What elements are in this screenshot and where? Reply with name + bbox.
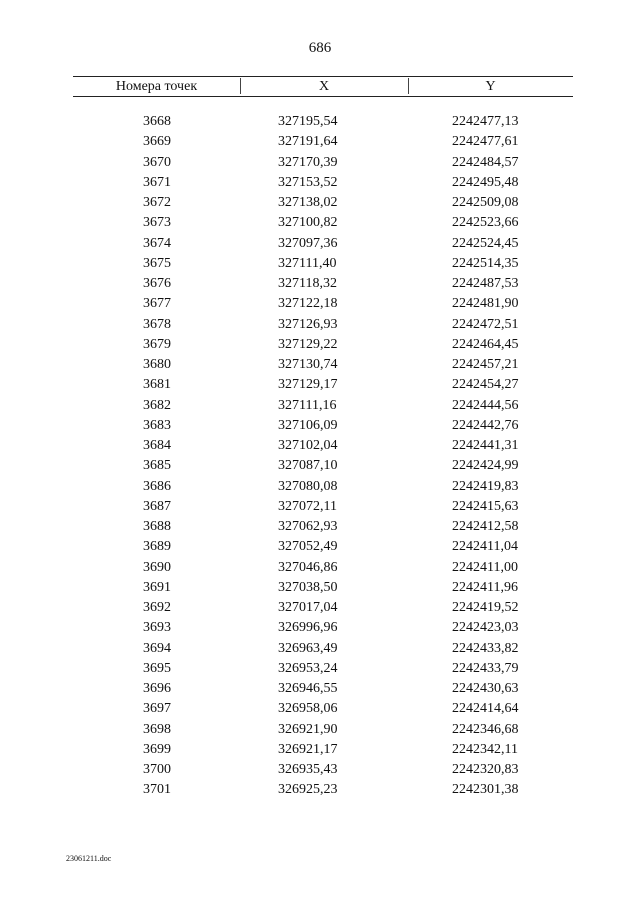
x-coordinate-cell: 327122,18 [278, 296, 338, 312]
x-coordinate-cell: 327191,64 [278, 134, 338, 150]
point-number-cell: 3700 [143, 762, 171, 777]
point-number-cell: 3693 [143, 620, 171, 636]
y-coordinate-cell: 2242495,48 [452, 174, 519, 190]
x-coordinate-cell: 327138,02 [278, 195, 338, 210]
table-row [0, 153, 640, 173]
x-coordinate-cell: 327038,50 [278, 579, 338, 595]
table-row [0, 679, 640, 699]
point-number-cell: 3694 [143, 640, 171, 656]
y-coordinate-cell: 2242509,08 [452, 195, 519, 210]
y-coordinate-cell: 2242412,58 [452, 519, 519, 534]
point-number-cell: 3677 [143, 296, 171, 312]
point-number-cell: 3675 [143, 255, 171, 271]
footer-filename: 23061211.doc [66, 854, 112, 863]
x-coordinate-cell: 327130,74 [278, 357, 338, 372]
table-row [0, 234, 640, 254]
table-header-bottom-rule [73, 96, 573, 97]
table-header-top-rule [73, 76, 573, 77]
x-coordinate-cell: 326996,96 [278, 620, 338, 636]
table-row [0, 315, 640, 335]
x-coordinate-cell: 327129,22 [278, 336, 338, 352]
point-number-cell: 3680 [143, 357, 171, 372]
page-number: 686 [308, 40, 332, 56]
point-number-cell: 3696 [143, 681, 171, 696]
x-coordinate-cell: 326958,06 [278, 701, 338, 717]
y-coordinate-cell: 2242423,03 [452, 620, 519, 636]
table-row [0, 132, 640, 152]
point-number-cell: 3683 [143, 417, 171, 433]
point-number-cell: 3672 [143, 195, 171, 210]
point-number-cell: 3689 [143, 539, 171, 555]
table-row [0, 780, 640, 800]
y-coordinate-cell: 2242472,51 [452, 316, 519, 332]
table-row [0, 274, 640, 294]
y-coordinate-cell: 2242424,99 [452, 458, 519, 474]
table-row [0, 456, 640, 476]
table-row [0, 112, 640, 132]
y-coordinate-cell: 2242444,56 [452, 397, 519, 413]
point-number-cell: 3676 [143, 276, 171, 291]
y-coordinate-cell: 2242524,45 [452, 235, 519, 251]
table-row [0, 477, 640, 497]
y-coordinate-cell: 2242433,79 [452, 660, 519, 676]
x-coordinate-cell: 326953,24 [278, 660, 338, 676]
table-row [0, 335, 640, 355]
point-number-cell: 3684 [143, 438, 171, 453]
y-coordinate-cell: 2242523,66 [452, 215, 519, 231]
y-coordinate-cell: 2242342,11 [452, 741, 518, 757]
y-coordinate-cell: 2242477,13 [452, 114, 519, 129]
y-coordinate-cell: 2242301,38 [452, 782, 519, 798]
x-coordinate-cell: 327062,93 [278, 519, 338, 534]
point-number-cell: 3701 [143, 782, 171, 798]
y-coordinate-cell: 2242457,21 [452, 357, 519, 372]
table-row [0, 497, 640, 517]
point-number-cell: 3668 [143, 114, 171, 129]
x-coordinate-cell: 326921,90 [278, 721, 338, 737]
point-number-cell: 3690 [143, 559, 171, 575]
table-row [0, 355, 640, 375]
x-coordinate-cell: 327046,86 [278, 559, 338, 575]
table-row [0, 639, 640, 659]
y-coordinate-cell: 2242419,52 [452, 600, 519, 615]
y-coordinate-cell: 2242484,57 [452, 154, 519, 170]
y-coordinate-cell: 2242430,63 [452, 681, 519, 696]
table-row [0, 537, 640, 557]
point-number-cell: 3695 [143, 660, 171, 676]
table-row [0, 699, 640, 719]
point-number-cell: 3678 [143, 316, 171, 332]
x-coordinate-cell: 327102,04 [278, 438, 338, 453]
table-row [0, 193, 640, 213]
y-coordinate-cell: 2242411,00 [452, 559, 518, 575]
x-coordinate-cell: 327087,10 [278, 458, 338, 474]
x-coordinate-cell: 327170,39 [278, 154, 338, 170]
table-row [0, 213, 640, 233]
x-coordinate-cell: 326935,43 [278, 762, 338, 777]
x-coordinate-cell: 327126,93 [278, 316, 338, 332]
x-coordinate-cell: 327129,17 [278, 377, 338, 393]
table-row [0, 375, 640, 395]
point-number-cell: 3691 [143, 579, 171, 595]
y-coordinate-cell: 2242464,45 [452, 336, 519, 352]
point-number-cell: 3685 [143, 458, 171, 474]
point-number-cell: 3673 [143, 215, 171, 231]
table-row [0, 173, 640, 193]
point-number-cell: 3681 [143, 377, 171, 393]
y-coordinate-cell: 2242415,63 [452, 498, 519, 514]
point-number-cell: 3679 [143, 336, 171, 352]
x-coordinate-cell: 327153,52 [278, 174, 338, 190]
table-row [0, 740, 640, 760]
point-number-cell: 3669 [143, 134, 171, 150]
y-coordinate-cell: 2242441,31 [452, 438, 519, 453]
y-coordinate-cell: 2242414,64 [452, 701, 519, 717]
x-coordinate-cell: 326925,23 [278, 782, 338, 798]
y-coordinate-cell: 2242514,35 [452, 255, 519, 271]
y-coordinate-cell: 2242433,82 [452, 640, 519, 656]
coordinates-table-body [0, 112, 640, 801]
table-row [0, 720, 640, 740]
point-number-cell: 3698 [143, 721, 171, 737]
x-coordinate-cell: 327195,54 [278, 114, 338, 129]
y-coordinate-cell: 2242487,53 [452, 276, 519, 291]
point-number-cell: 3670 [143, 154, 171, 170]
x-coordinate-cell: 326921,17 [278, 741, 338, 757]
point-number-cell: 3688 [143, 519, 171, 534]
column-header-point-number: Номера точек [115, 79, 198, 94]
x-coordinate-cell: 326963,49 [278, 640, 338, 656]
column-header-x: X [318, 79, 330, 94]
y-coordinate-cell: 2242320,83 [452, 762, 519, 777]
point-number-cell: 3686 [143, 478, 171, 494]
x-coordinate-cell: 327052,49 [278, 539, 338, 555]
x-coordinate-cell: 327080,08 [278, 478, 338, 494]
x-coordinate-cell: 327072,11 [278, 498, 337, 514]
point-number-cell: 3687 [143, 498, 171, 514]
x-coordinate-cell: 327111,40 [278, 255, 337, 271]
y-coordinate-cell: 2242481,90 [452, 296, 519, 312]
column-header-y: Y [485, 79, 496, 94]
table-row [0, 517, 640, 537]
table-row [0, 558, 640, 578]
x-coordinate-cell: 327097,36 [278, 235, 338, 251]
y-coordinate-cell: 2242411,04 [452, 539, 518, 555]
y-coordinate-cell: 2242454,27 [452, 377, 519, 393]
table-row [0, 598, 640, 618]
x-coordinate-cell: 327111,16 [278, 397, 337, 413]
x-coordinate-cell: 327100,82 [278, 215, 338, 231]
table-row [0, 760, 640, 780]
table-row [0, 659, 640, 679]
y-coordinate-cell: 2242346,68 [452, 721, 519, 737]
point-number-cell: 3674 [143, 235, 171, 251]
x-coordinate-cell: 327118,32 [278, 276, 337, 291]
table-row [0, 254, 640, 274]
table-row [0, 618, 640, 638]
point-number-cell: 3682 [143, 397, 171, 413]
x-coordinate-cell: 327017,04 [278, 600, 338, 615]
x-coordinate-cell: 327106,09 [278, 417, 338, 433]
table-row [0, 416, 640, 436]
y-coordinate-cell: 2242419,83 [452, 478, 519, 494]
point-number-cell: 3697 [143, 701, 171, 717]
table-row [0, 396, 640, 416]
y-coordinate-cell: 2242411,96 [452, 579, 518, 595]
table-row [0, 436, 640, 456]
y-coordinate-cell: 2242442,76 [452, 417, 519, 433]
y-coordinate-cell: 2242477,61 [452, 134, 519, 150]
point-number-cell: 3692 [143, 600, 171, 615]
table-row [0, 578, 640, 598]
point-number-cell: 3699 [143, 741, 171, 757]
table-row [0, 294, 640, 314]
x-coordinate-cell: 326946,55 [278, 681, 338, 696]
point-number-cell: 3671 [143, 174, 171, 190]
